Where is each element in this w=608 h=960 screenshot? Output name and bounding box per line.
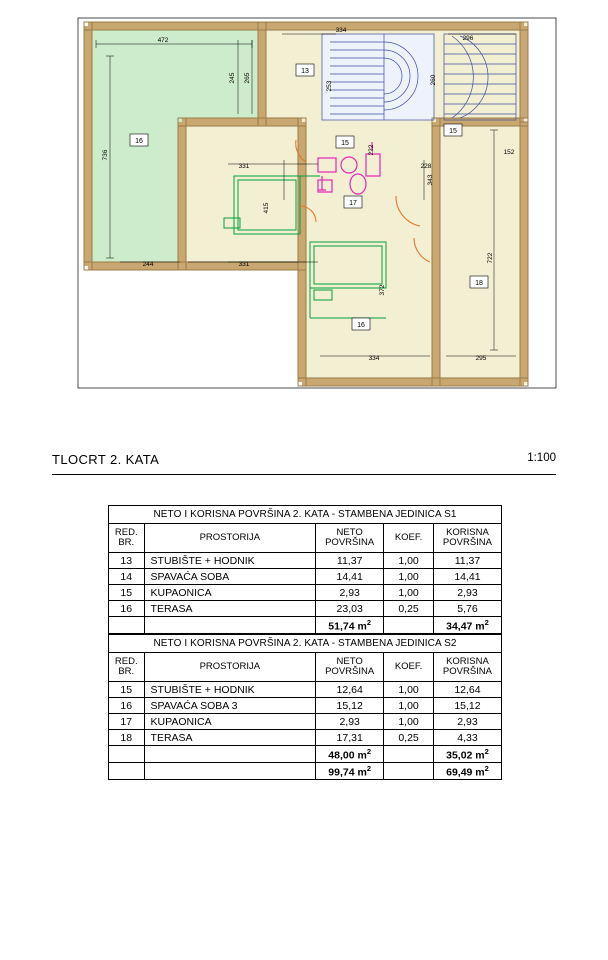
svg-text:260: 260 — [430, 74, 437, 86]
row-neto: 15,12 — [316, 698, 384, 714]
table-row — [109, 698, 502, 714]
page-title: TLOCRT 2. KATA — [52, 452, 160, 467]
svg-text:334: 334 — [335, 27, 347, 34]
column-header-prostorija: PROSTORIJA — [144, 653, 316, 682]
area-table-s1 — [108, 505, 502, 634]
grand-total-spacer — [144, 763, 316, 780]
column-header-red-br — [109, 653, 145, 682]
svg-text:244: 244 — [142, 261, 154, 268]
svg-text:331: 331 — [238, 261, 250, 268]
row-name: STUBIŠTE + HODNIK — [144, 682, 316, 698]
row-index: 14 — [109, 569, 145, 585]
grand-total-korisna-value: 69,49 m — [446, 766, 485, 779]
header-line: POVRŠINA — [325, 666, 375, 677]
total-neto-value: 51,74 m — [328, 620, 367, 633]
svg-text:15: 15 — [341, 140, 349, 147]
row-neto: 17,31 — [316, 730, 384, 746]
row-koef: 1,00 — [384, 682, 434, 698]
svg-text:265: 265 — [244, 72, 251, 84]
svg-text:228: 228 — [420, 163, 432, 170]
svg-text:343: 343 — [427, 174, 434, 186]
column-header-korisna — [433, 653, 501, 682]
column-header-koef: KOEF. — [384, 653, 434, 682]
header-line: POVRŠINA — [442, 666, 493, 677]
row-koef: 1,00 — [384, 569, 434, 585]
row-korisna: 14,41 — [433, 569, 501, 585]
row-korisna: 5,76 — [433, 601, 501, 617]
row-koef: 1,00 — [384, 553, 434, 569]
svg-text:472: 472 — [157, 37, 169, 44]
svg-text:331: 331 — [238, 163, 250, 170]
header-line: RED. — [114, 655, 138, 667]
table-caption: NETO I KORISNA POVRŠINA 2. KATA - STAMBENA JEDINICA S1 — [109, 506, 502, 524]
svg-text:736: 736 — [102, 149, 109, 161]
row-name: KUPAONICA — [144, 585, 316, 601]
row-index: 18 — [109, 730, 145, 746]
svg-text:152: 152 — [503, 149, 515, 156]
header-line: NETO — [336, 655, 363, 667]
grand-total-spacer — [384, 763, 434, 780]
grand-total-neto — [316, 763, 384, 780]
row-koef: 0,25 — [384, 730, 434, 746]
column-header-neto — [316, 653, 384, 682]
svg-text:16: 16 — [135, 138, 143, 145]
total-spacer — [109, 746, 145, 763]
svg-text:296: 296 — [462, 35, 474, 42]
table-header-row — [109, 524, 502, 553]
total-neto-sup: 2 — [366, 617, 371, 627]
total-korisna-value: 34,47 m — [446, 620, 485, 633]
total-spacer — [144, 617, 316, 634]
svg-text:16: 16 — [357, 322, 365, 329]
total-korisna-sup: 2 — [484, 746, 489, 756]
row-koef: 1,00 — [384, 698, 434, 714]
svg-text:17: 17 — [349, 200, 357, 207]
total-korisna — [433, 746, 501, 763]
row-index: 15 — [109, 585, 145, 601]
header-line: BR. — [118, 666, 135, 677]
total-korisna — [433, 617, 501, 634]
grand-total-korisna — [433, 763, 501, 780]
column-header-korisna — [433, 524, 501, 553]
total-spacer — [384, 617, 434, 634]
row-koef: 1,00 — [384, 714, 434, 730]
row-neto: 2,93 — [316, 585, 384, 601]
plan-scale: 1:100 — [527, 452, 556, 464]
svg-text:415: 415 — [263, 202, 270, 214]
header-line: POVRŠINA — [442, 537, 493, 548]
table-row — [109, 569, 502, 585]
row-neto: 23,03 — [316, 601, 384, 617]
floor-plan-drawing — [0, 0, 608, 430]
row-korisna: 2,93 — [433, 585, 501, 601]
row-name: TERASA — [144, 601, 316, 617]
row-koef: 1,00 — [384, 585, 434, 601]
column-header-prostorija: PROSTORIJA — [144, 524, 316, 553]
total-spacer — [384, 746, 434, 763]
row-name: SPAVAĆA SOBA — [144, 569, 316, 585]
svg-text:18: 18 — [475, 280, 483, 287]
grand-total-spacer — [109, 763, 145, 780]
row-name: KUPAONICA — [144, 714, 316, 730]
total-neto — [316, 617, 384, 634]
row-index: 16 — [109, 601, 145, 617]
table-total-row — [109, 617, 502, 634]
total-neto-value: 48,00 m — [328, 749, 367, 762]
area-table-s2 — [108, 634, 502, 780]
total-spacer — [144, 746, 316, 763]
row-korisna: 2,93 — [433, 714, 501, 730]
row-koef: 0,25 — [384, 601, 434, 617]
svg-text:722: 722 — [487, 252, 494, 264]
area-tables — [108, 505, 502, 780]
table-row — [109, 601, 502, 617]
row-korisna: 4,33 — [433, 730, 501, 746]
svg-text:245: 245 — [229, 72, 236, 84]
row-index: 17 — [109, 714, 145, 730]
header-line: NETO — [336, 526, 363, 538]
table-row — [109, 730, 502, 746]
plan-title-row — [52, 452, 556, 478]
total-spacer — [109, 617, 145, 634]
table-row — [109, 682, 502, 698]
grand-total-korisna-sup: 2 — [484, 763, 489, 773]
row-name: TERASA — [144, 730, 316, 746]
total-korisna-sup: 2 — [484, 617, 489, 627]
svg-text:13: 13 — [301, 68, 309, 75]
row-neto: 14,41 — [316, 569, 384, 585]
title-divider — [52, 474, 556, 475]
svg-text:222: 222 — [368, 144, 375, 156]
grand-total-neto-value: 99,74 m — [328, 766, 367, 779]
svg-text:372: 372 — [379, 284, 386, 296]
row-index: 16 — [109, 698, 145, 714]
row-name: STUBIŠTE + HODNIK — [144, 553, 316, 569]
column-header-red-br — [109, 524, 145, 553]
row-korisna: 12,64 — [433, 682, 501, 698]
table-row — [109, 553, 502, 569]
header-line: KORISNA — [446, 526, 489, 538]
svg-text:253: 253 — [326, 80, 333, 92]
row-index: 15 — [109, 682, 145, 698]
header-line: POVRŠINA — [325, 537, 375, 548]
table-caption: NETO I KORISNA POVRŠINA 2. KATA - STAMBENA JEDINICA S2 — [109, 635, 502, 653]
row-neto: 11,37 — [316, 553, 384, 569]
row-neto: 2,93 — [316, 714, 384, 730]
total-korisna-value: 35,02 m — [446, 749, 485, 762]
svg-text:295: 295 — [475, 355, 487, 362]
header-line: BR. — [118, 537, 135, 548]
table-row — [109, 585, 502, 601]
svg-text:15: 15 — [449, 128, 457, 135]
table-row — [109, 714, 502, 730]
total-neto — [316, 746, 384, 763]
grand-total-neto-sup: 2 — [366, 763, 371, 773]
table-caption-row — [109, 635, 502, 653]
table-grand-total-row — [109, 763, 502, 780]
row-neto: 12,64 — [316, 682, 384, 698]
row-korisna: 11,37 — [433, 553, 501, 569]
header-line: KORISNA — [446, 655, 489, 667]
row-name: SPAVAĆA SOBA 3 — [144, 698, 316, 714]
header-line: RED. — [114, 526, 138, 538]
row-index: 13 — [109, 553, 145, 569]
table-caption-row — [109, 506, 502, 524]
row-korisna: 15,12 — [433, 698, 501, 714]
total-neto-sup: 2 — [366, 746, 371, 756]
column-header-koef: KOEF. — [384, 524, 434, 553]
table-header-row — [109, 653, 502, 682]
table-total-row — [109, 746, 502, 763]
column-header-neto — [316, 524, 384, 553]
svg-text:334: 334 — [368, 355, 380, 362]
